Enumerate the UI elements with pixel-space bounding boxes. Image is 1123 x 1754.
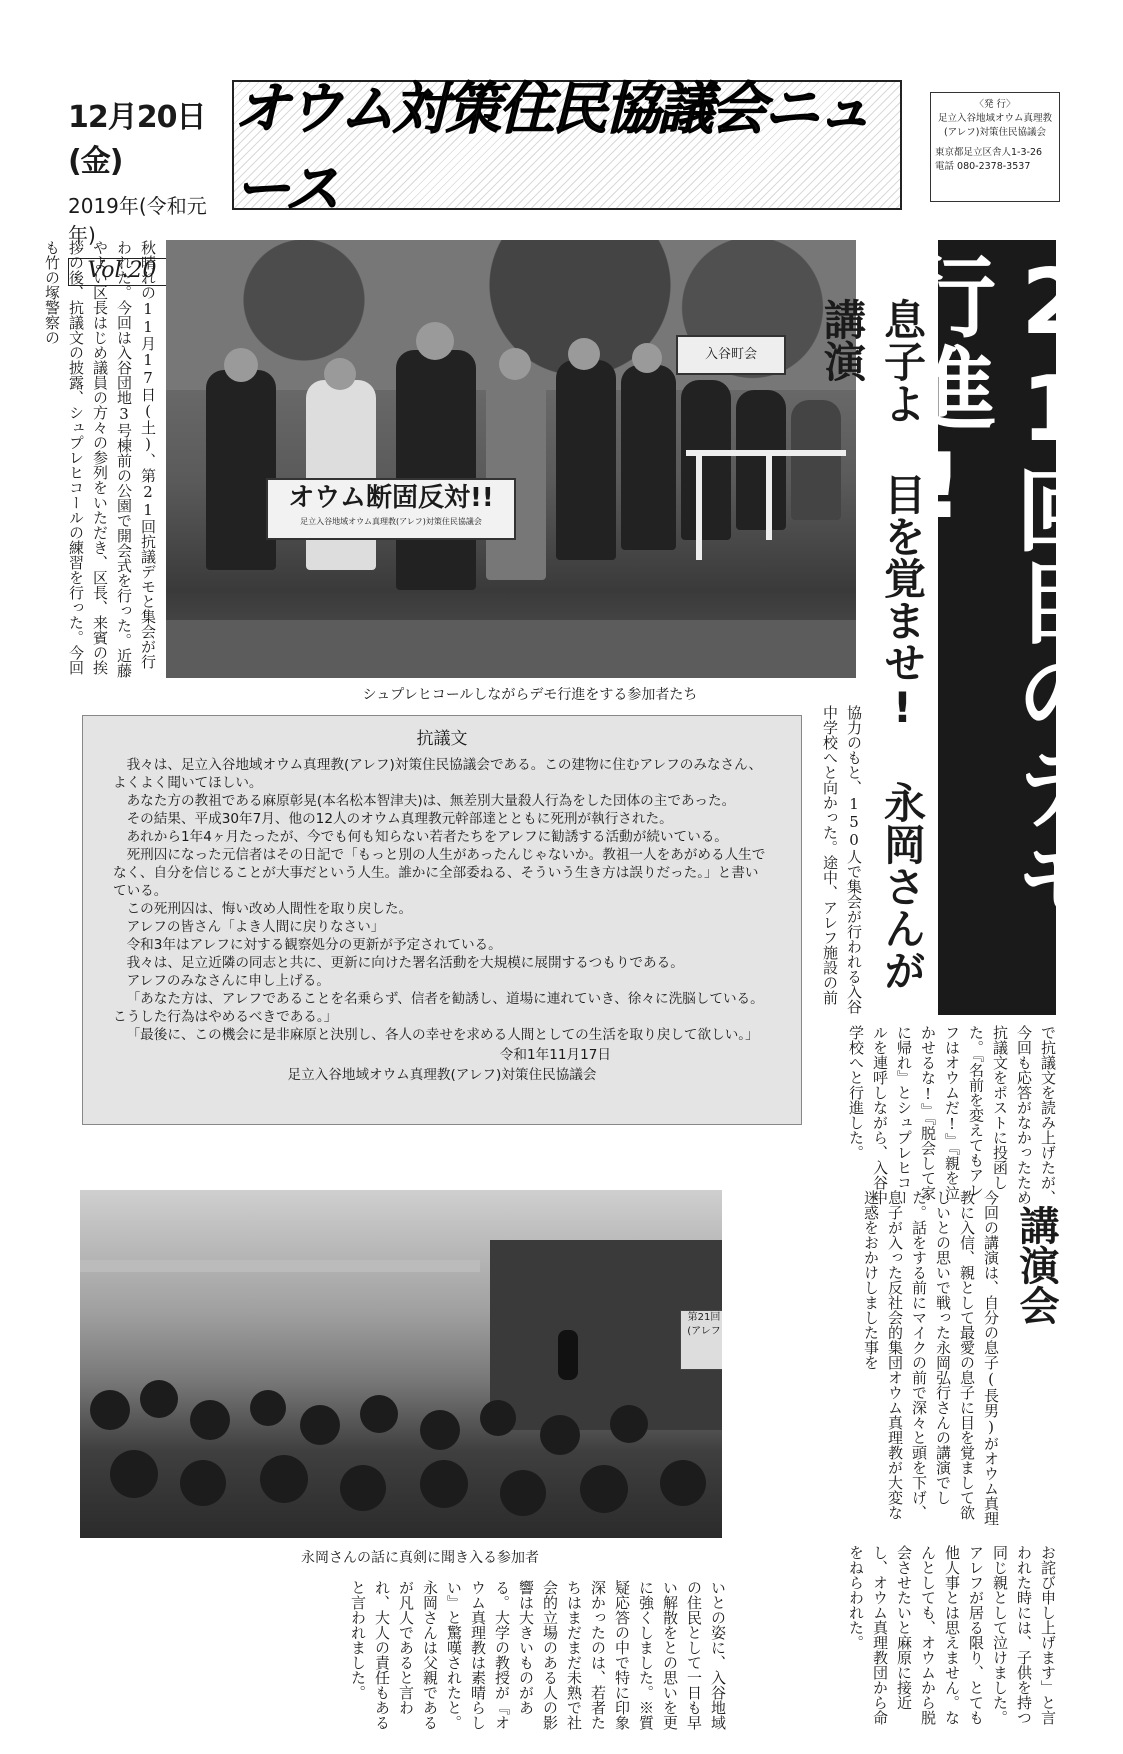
issue-volume: Vol.20 <box>68 258 176 286</box>
masthead-title: オウム対策住民協議会ニュース <box>234 77 870 222</box>
audience-member <box>540 1415 580 1455</box>
publisher-box <box>930 92 1060 202</box>
audience-member <box>300 1405 340 1445</box>
audience-member <box>610 1405 648 1443</box>
statement-paragraph: その結果、平成30年7月、他の12人のオウム真理教元幹部達とともに死刑が執行された。 <box>126 811 673 827</box>
statement-paragraph: あなた方の教祖である麻原彰晃(本名松本智津夫)は、無差別大量殺人行為をした団体の主であった。 <box>126 793 736 809</box>
audience-member <box>340 1465 386 1511</box>
publisher-phone: 電話 080-2378-3537 <box>935 161 1031 172</box>
audience-member <box>660 1460 706 1506</box>
marcher-head <box>568 338 600 370</box>
demo-photo-caption: シュプレヒコールしながらデモ行進をする参加者たち <box>362 687 698 703</box>
protest-banner-text: オウム断固反対!! <box>288 483 494 513</box>
statement-date: 令和1年11月17日 <box>499 1047 611 1063</box>
publisher-name: 足立入谷地域オウム真理教(アレフ)対策住民協議会 <box>938 113 1052 138</box>
marcher <box>556 360 616 560</box>
marcher <box>681 380 731 540</box>
hall-balcony <box>80 1260 480 1272</box>
lecture-hall-photo <box>80 1190 722 1538</box>
main-headline: 21回目のデモ行進! <box>890 250 1105 924</box>
statement-paragraph: 我々は、足立近隣の同志と共に、更新に向けた署名活動を大規模に展開するつもりである。 <box>126 955 684 971</box>
audience-member <box>90 1390 130 1430</box>
marcher <box>736 390 786 530</box>
marcher-head <box>224 348 258 382</box>
marcher <box>396 350 476 590</box>
road <box>166 620 856 678</box>
audience-member <box>580 1465 628 1513</box>
article-bottom-right: お詫び申し上げます」と言われた時には、子供を持つ同じ親として泣けました。アレフが居る限り、とても他人事とは思えません。なんとしても、オウムから脱会させたいと麻原に接近し、オウム真理教団から命をねらわれた。 <box>847 1545 1057 1725</box>
statement-org: 足立入谷地域オウム真理教(アレフ)対策住民協議会 <box>287 1067 597 1083</box>
audience-member <box>500 1470 546 1516</box>
demo-march-photo <box>166 240 856 678</box>
article-left-column: 秋晴れの11月17日(土)、第21回抗議デモと集会が行われた。今回は入谷団地3号棟前の公園で開会式を行った。近藤やよい区長はじめ議員の方々の参列をいただき、区長、来賓の挨拶の後、抗議文の披露、シュプレヒコールの練習を行った。今回も竹の塚警察の <box>43 240 157 678</box>
publisher-address: 東京都足立区舎人1-3-26 <box>935 147 1043 158</box>
audience-member <box>360 1395 398 1433</box>
audience-member <box>260 1455 308 1503</box>
marcher <box>206 370 276 570</box>
statement-title: 抗議文 <box>416 729 468 749</box>
barrier-post <box>696 450 702 560</box>
sub-headline: 息子よ 目を覚ませ! 永岡さんが講演 <box>818 298 927 991</box>
headline-box <box>890 240 1105 1015</box>
statement-paragraph: アレフのみなさんに申し上げる。 <box>126 973 330 989</box>
protest-statement <box>82 715 802 1125</box>
marcher-head <box>324 358 356 390</box>
statement-paragraph: 令和3年はアレフに対する観察処分の更新が予定されている。 <box>126 937 502 953</box>
article-right-upper: で抗議文を読み上げたが、今回も応答がなかったため抗議文をポストに投函した。『名前を変えてもアレフはオウムだ!』『親を泣かせるな!』『脱会して家に帰れ』とシュプレヒコールを連呼しながら、入谷中学校へと行進した。 <box>847 1025 1057 1205</box>
marcher-head <box>416 322 454 360</box>
marcher <box>306 380 376 570</box>
marcher <box>621 365 676 550</box>
audience-member <box>180 1460 226 1506</box>
audience-member <box>420 1410 460 1450</box>
marcher-head <box>632 343 662 373</box>
audience-member <box>250 1390 286 1426</box>
statement-paragraph: 「あなた方は、アレフであることを名乗らず、信者を勧誘し、道場に連れていき、徐々に洗脳している。こうした行為はやめるべきである。」 <box>113 991 764 1025</box>
speaker <box>558 1330 578 1380</box>
protest-banner <box>266 478 516 540</box>
statement-paragraph: 我々は、足立入谷地域オウム真理教(アレフ)対策住民協議会である。この建物に住むアレフのみなさん、よくよく聞いてほしい。 <box>113 757 763 791</box>
audience-member <box>190 1400 230 1440</box>
marcher <box>486 370 546 580</box>
audience-member <box>480 1400 516 1436</box>
statement-paragraph: アレフの皆さん「よき人間に戻りなさい」 <box>126 919 385 935</box>
audience-member <box>110 1450 158 1498</box>
statement-paragraph: あれから1年4ヶ月たったが、今でも何も知らない若者たちをアレフに勧誘する活動が続いている。 <box>126 829 728 845</box>
statement-paragraph: この死刑囚は、悔い改め人間性を取り戻した。 <box>126 901 413 917</box>
audience-member <box>420 1460 468 1508</box>
stage-banner: 第21回(アレフ <box>680 1310 722 1370</box>
issue-year: 2019年(令和元年) <box>68 194 207 247</box>
protest-banner-org: 足立入谷地域オウム真理教(アレフ)対策住民協議会 <box>300 517 482 526</box>
statement-paragraph: 「最後に、この機会に是非麻原と決別し、各人の幸せを求める人間としての生活を取り戻して欲しい。」 <box>126 1027 759 1043</box>
issue-date: 12月20日(金) <box>68 100 206 179</box>
lecture-article-text: 今回の講演は、自分の息子(長男)がオウム真理教に入信、親として最愛の息子に目を覚まして欲しいとの思いで戦った永岡弘行さんの講演でした。話をする前にマイクの前で深々と頭を下げ、息子が入った反社会的集団オウム真理教が大変な迷惑をおかけしました事を <box>862 1190 1000 1526</box>
placard-iriya: 入谷町会 <box>676 335 786 375</box>
audience-member <box>140 1380 178 1418</box>
statement-paragraph: 死刑囚になった元信者はその日記で「もっと別の人生があったんじゃないか。教祖一人をあがめる人生でなく、自分を信じることが大事だという人生。誰かに全部委ねる、そういう生き方は誤りだった。」と書いている。 <box>113 847 766 899</box>
lecture-section-title: 講演会 <box>1013 1205 1059 1325</box>
publisher-label: 〈発 行〉 <box>974 99 1016 110</box>
article-bottom-mid: いとの姿に、入谷地域の住民として一日も早い解散をとの思いを更に強くしました。※質疑応答の中で特に印象深かったのは、若者たちはまだまだ未熟で社会的立場のある人の影響は大きいものがある。大学の教授が『オウム真理教は素晴らしい』と驚嘆されたと。永岡さんは父親であるが凡人であると言われ、大人の責任もあると言われました。 <box>349 1580 727 1730</box>
article-mid-right-column: 協力のもと、150人で集会が行われる入谷中学校へと向かった。途中、アレフ施設の前 <box>821 705 863 1014</box>
barrier-post <box>766 450 772 540</box>
marcher-head <box>499 348 531 380</box>
masthead <box>232 77 902 222</box>
marcher <box>791 400 841 520</box>
hall-photo-caption: 永岡さんの話に真剣に聞き入る参加者 <box>301 1550 539 1566</box>
